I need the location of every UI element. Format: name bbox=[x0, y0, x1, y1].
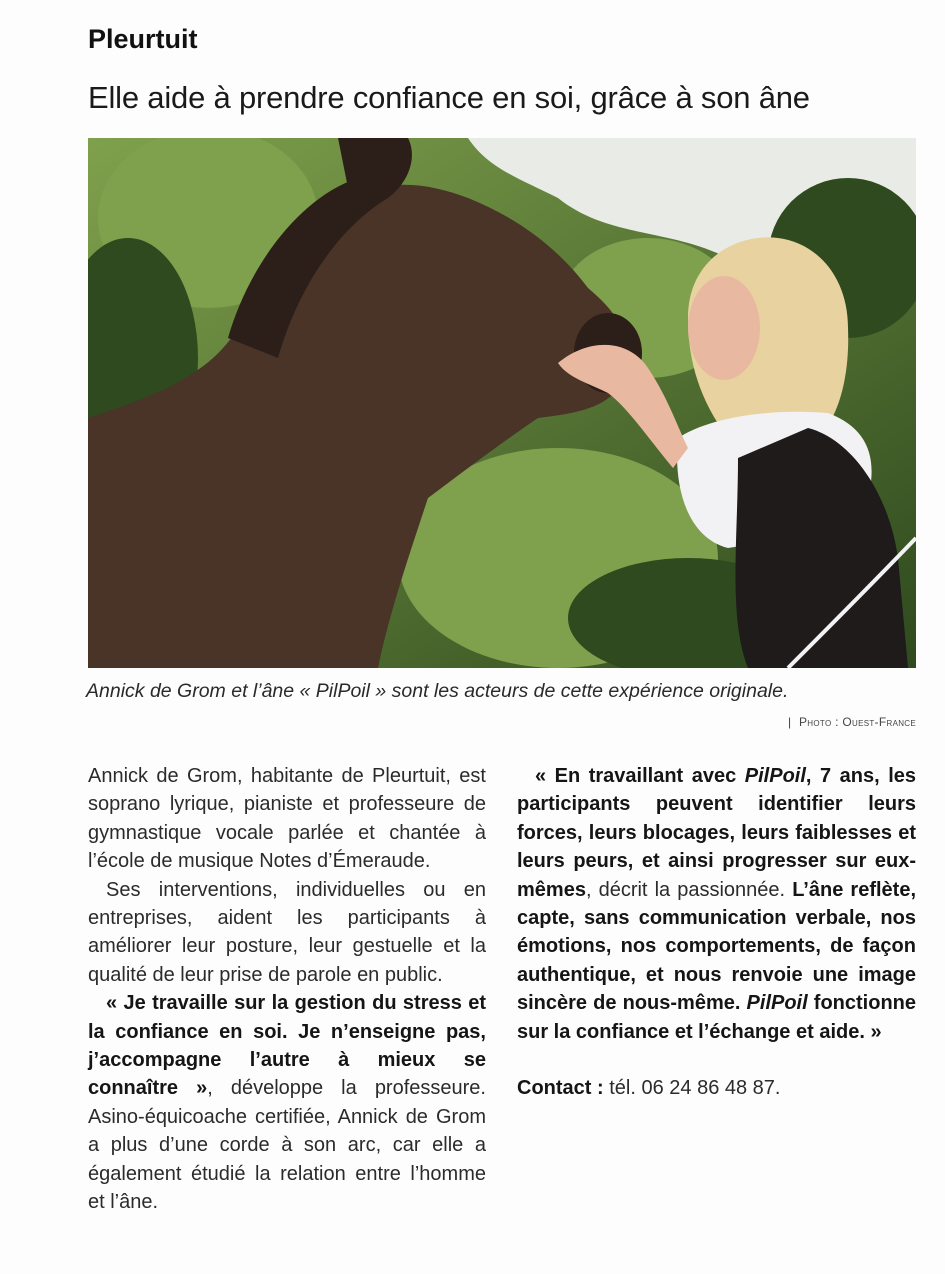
credit-separator: | bbox=[787, 715, 792, 729]
credit-label: Photo : bbox=[799, 715, 839, 729]
paragraph-3-rest: , développe la professeure. Asino-équicoache certifiée, Annick de Grom a plus d’une corde à son arc, car elle a également étudié la relation entre l’homme et l’âne. bbox=[88, 1077, 486, 1214]
contact-line bbox=[517, 1074, 916, 1102]
article-kicker: Pleurtuit bbox=[88, 24, 198, 54]
contact-phone: tél. 06 24 86 48 87. bbox=[603, 1077, 781, 1100]
paragraph-2: Ses interventions, individuelles ou en entreprises, aident les participants à améliorer leur posture, leur gestuelle et la qualité de leur prise de parole en public. bbox=[88, 878, 486, 986]
quote-2-b: , 7 ans, les participants peuvent identifier leurs forces, leurs blocages, leurs faiblesses et leurs peurs, et ainsi progresser sur eux-mêmes bbox=[517, 765, 916, 901]
credit-source: Ouest-France bbox=[842, 715, 916, 729]
photo-illustration bbox=[88, 138, 916, 668]
photo-credit bbox=[788, 715, 916, 729]
paragraph-4 bbox=[517, 762, 916, 1046]
quote-1: « Je travaille sur la gestion du stress et la confiance en soi. Je n’enseigne pas, j’accompagne l’autre à mieux se connaître » bbox=[88, 992, 486, 1100]
contact-label: Contact : bbox=[517, 1077, 604, 1100]
photo-woman-face bbox=[688, 276, 760, 380]
paragraph-1: Annick de Grom, habitante de Pleurtuit, est soprano lyrique, pianiste et professeure de gymnastique vocale parlée et chantée à l’école de musique Notes d’Émeraude. bbox=[88, 765, 486, 873]
article-column-right bbox=[517, 762, 916, 1102]
article-photo bbox=[88, 138, 916, 668]
quote-2-d: fonctionne sur la confiance et l’échange et aide. » bbox=[517, 992, 916, 1043]
photo-caption: Annick de Grom et l’âne « PilPoil » sont les acteurs de cette expérience originale. bbox=[86, 680, 789, 702]
article-column-left bbox=[88, 762, 486, 1217]
donkey-name-2: PilPoil bbox=[746, 992, 808, 1015]
article-headline: Elle aide à prendre confiance en soi, grâce à son âne bbox=[88, 80, 810, 115]
quote-2-a: « En travaillant avec bbox=[535, 765, 745, 787]
paragraph-3 bbox=[88, 989, 486, 1216]
paragraph-4-attribution: , décrit la passionnée. bbox=[585, 878, 793, 901]
quote-2-c: L’âne reflète, capte, sans communication verbale, nos émotions, nos comportements, de façon authentique, et nous renvoie une image sincère de nous-même. bbox=[517, 878, 916, 1015]
donkey-name-1: PilPoil bbox=[744, 765, 806, 787]
